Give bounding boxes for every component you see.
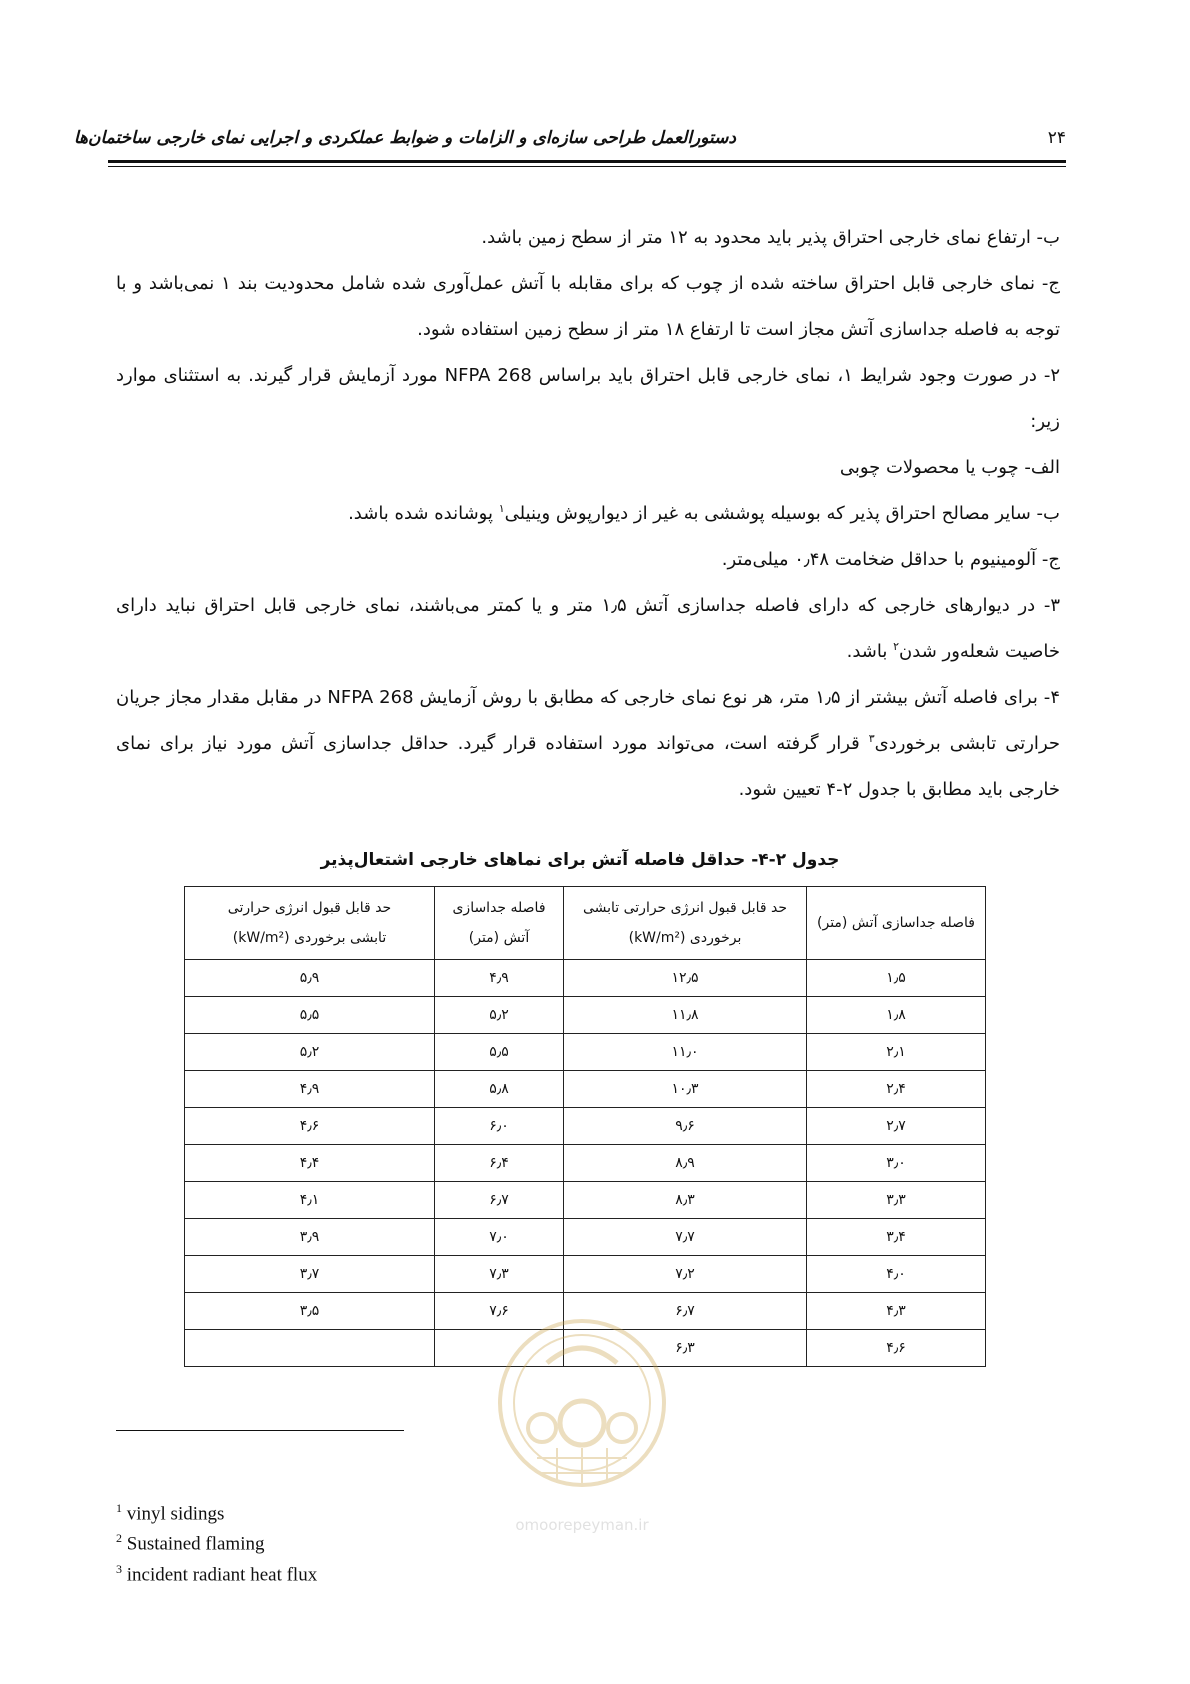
- paragraph-text: قرار گرفته است، می‌تواند مورد استفاده قرار گیرد. حداقل جداسازی آتش مورد نیاز برای نمای خارجی باید مطابق با جدول ۲-۴ تعیین شود.: [116, 733, 1060, 800]
- table-cell: ۷٫۰: [435, 1219, 564, 1256]
- table-cell: ۸٫۳: [564, 1182, 807, 1219]
- table-cell: ۴٫۳: [807, 1293, 986, 1330]
- table-row: [185, 997, 986, 1034]
- table-row: [185, 1108, 986, 1145]
- table-cell: ۷٫۶: [435, 1293, 564, 1330]
- footnote-rule: [116, 1430, 404, 1431]
- table-cell: ۵٫۹: [185, 960, 435, 997]
- paragraph: ب- ارتفاع نمای خارجی احتراق پذیر باید محدود به ۱۲ متر از سطح زمین باشد.: [481, 227, 1060, 248]
- footnote-number: 3: [116, 1561, 122, 1576]
- table-cell: ۵٫۸: [435, 1071, 564, 1108]
- paragraph: [116, 583, 1060, 675]
- header-line: فاصله جداسازی: [452, 900, 546, 916]
- table-cell: ۱۰٫۳: [564, 1071, 807, 1108]
- body-text: [116, 215, 1060, 813]
- table-cell: ۷٫۳: [435, 1256, 564, 1293]
- footnote-ref: ۳: [868, 732, 875, 745]
- header-line: آتش (متر): [468, 930, 530, 946]
- paragraph: [116, 491, 1060, 537]
- paragraph-text: ۴- برای فاصله آتش بیشتر از ۱٫۵ متر، هر نوع نمای خارجی که مطابق با روش آزمایش NFPA 268 در مقابل مقدار مجاز جریان حرارتی تابشی برخوردی: [116, 687, 1060, 754]
- paragraph-text: پوشانده شده باشد.: [348, 503, 499, 524]
- table-cell: ۹٫۶: [564, 1108, 807, 1145]
- table-cell: ۱۱٫۰: [564, 1034, 807, 1071]
- table-cell: ۳٫۴: [807, 1219, 986, 1256]
- table-cell: ۵٫۵: [185, 997, 435, 1034]
- footnotes: [116, 1496, 317, 1587]
- header-line: حد قابل قبول انرژی حرارتی تابشی: [582, 900, 788, 916]
- table-cell: ۳٫۳: [807, 1182, 986, 1219]
- table-cell: ۴٫۰: [807, 1256, 986, 1293]
- table-row: [185, 1256, 986, 1293]
- table-cell: ۴٫۹: [185, 1071, 435, 1108]
- table-row: [185, 960, 986, 997]
- table-cell: ۱٫۵: [807, 960, 986, 997]
- header-rule-thick: [108, 160, 1066, 163]
- header-title: دستورالعمل طراحی سازه‌ای و الزامات و ضوابط عملکردی و اجرایی نمای خارجی ساختمان‌ها: [73, 128, 736, 148]
- fire-separation-table: [184, 886, 986, 1367]
- table-row: [185, 1219, 986, 1256]
- table-cell: ۲٫۷: [807, 1108, 986, 1145]
- header-line: برخوردی (kW/m²): [628, 930, 742, 946]
- header-line: فاصله جداسازی آتش (متر): [817, 915, 975, 931]
- footnote-text: incident radiant heat flux: [126, 1563, 318, 1585]
- footnote-number: 2: [116, 1531, 122, 1546]
- paragraph-text: ب- سایر مصالح احتراق پذیر که بوسیله پوششی به غیر از دیوارپوش وینیلی: [504, 503, 1060, 524]
- watermark-url: omoorepeyman.ir: [515, 1516, 649, 1534]
- table-cell: ۳٫۹: [185, 1219, 435, 1256]
- footnote-text: vinyl sidings: [126, 1503, 225, 1525]
- footnote: [116, 1557, 317, 1587]
- table-cell: ۳٫۰: [807, 1145, 986, 1182]
- paragraph: الف- چوب یا محصولات چوبی: [839, 457, 1060, 478]
- page-number: ۲۴: [1047, 128, 1066, 148]
- footnote: [116, 1496, 317, 1526]
- page-header: [73, 128, 1066, 150]
- header-cell: [185, 887, 435, 960]
- table-row: [185, 1071, 986, 1108]
- table-row: [185, 1145, 986, 1182]
- table-cell: ۵٫۲: [435, 997, 564, 1034]
- watermark-seal-logo: [487, 1308, 677, 1548]
- header-cell: [807, 887, 986, 960]
- table-body: [185, 960, 986, 1367]
- table-cell: ۴٫۴: [185, 1145, 435, 1182]
- table-cell: ۴٫۱: [185, 1182, 435, 1219]
- footnote-ref: ۲: [893, 640, 900, 653]
- table-cell: ۴٫۹: [435, 960, 564, 997]
- paragraph: [116, 675, 1060, 813]
- table-cell: ۶٫۰: [435, 1108, 564, 1145]
- footnote-ref: ۱: [498, 502, 505, 515]
- footnote: [116, 1526, 317, 1556]
- table-cell: ۳٫۷: [185, 1256, 435, 1293]
- table-cell: ۴٫۶: [807, 1330, 986, 1367]
- table-cell: ۵٫۵: [435, 1034, 564, 1071]
- table-cell: ۷٫۲: [564, 1256, 807, 1293]
- table-cell: ۴٫۶: [185, 1108, 435, 1145]
- table-cell: ۱٫۸: [807, 997, 986, 1034]
- header-line: حد قابل قبول انرژی حرارتی: [227, 900, 392, 916]
- table-cell: ۶٫۷: [564, 1293, 807, 1330]
- table-cell: ۶٫۴: [435, 1145, 564, 1182]
- paragraph: ۲- در صورت وجود شرایط ۱، نمای خارجی قابل احتراق باید براساس NFPA 268 مورد آزمایش قرار گیرند. به استثنای موارد زیر:: [116, 365, 1060, 432]
- table-cell: ۶٫۳: [564, 1330, 807, 1367]
- table-cell: ۱۱٫۸: [564, 997, 807, 1034]
- header-line: تابشی برخوردی (kW/m²): [232, 930, 387, 946]
- table-cell: ۲٫۴: [807, 1071, 986, 1108]
- paragraph-text: باشد.: [846, 641, 894, 662]
- table-cell: ۶٫۷: [435, 1182, 564, 1219]
- table-row: [185, 1034, 986, 1071]
- footnote-text: Sustained flaming: [126, 1533, 265, 1555]
- header-rule-thin: [108, 166, 1066, 167]
- table-row: [185, 1182, 986, 1219]
- table-caption: جدول ۲-۴- حداقل فاصله آتش برای نماهای خارجی اشتعال‌پذیر: [320, 850, 840, 870]
- header-cell: [435, 887, 564, 960]
- footnote-number: 1: [116, 1501, 122, 1515]
- table-cell: ۱۲٫۵: [564, 960, 807, 997]
- table-cell: ۳٫۵: [185, 1293, 435, 1330]
- paragraph-text: ۳- در دیوارهای خارجی که دارای فاصله جداسازی آتش ۱٫۵ متر و یا کمتر می‌باشند، نمای خارجی قابل احتراق نباید دارای خاصیت شعله‌ور شدن: [116, 595, 1060, 662]
- table-cell: ۸٫۹: [564, 1145, 807, 1182]
- table-cell: ۵٫۲: [185, 1034, 435, 1071]
- table-cell: [185, 1330, 435, 1367]
- paragraph: ج- نمای خارجی قابل احتراق ساخته شده از چوب که برای مقابله با آتش عمل‌آوری شده شامل محدودیت بند ۱ نمی‌باشد و با توجه به فاصله جداسازی آتش مجاز است تا ارتفاع ۱۸ متر از سطح زمین استفاده شود.: [116, 273, 1061, 340]
- header-cell: [564, 887, 807, 960]
- table-header-row: [185, 887, 986, 960]
- table-cell: ۲٫۱: [807, 1034, 986, 1071]
- paragraph: ج- آلومینیوم با حداقل ضخامت ۰٫۴۸ میلی‌متر.: [721, 549, 1060, 570]
- table-cell: ۷٫۷: [564, 1219, 807, 1256]
